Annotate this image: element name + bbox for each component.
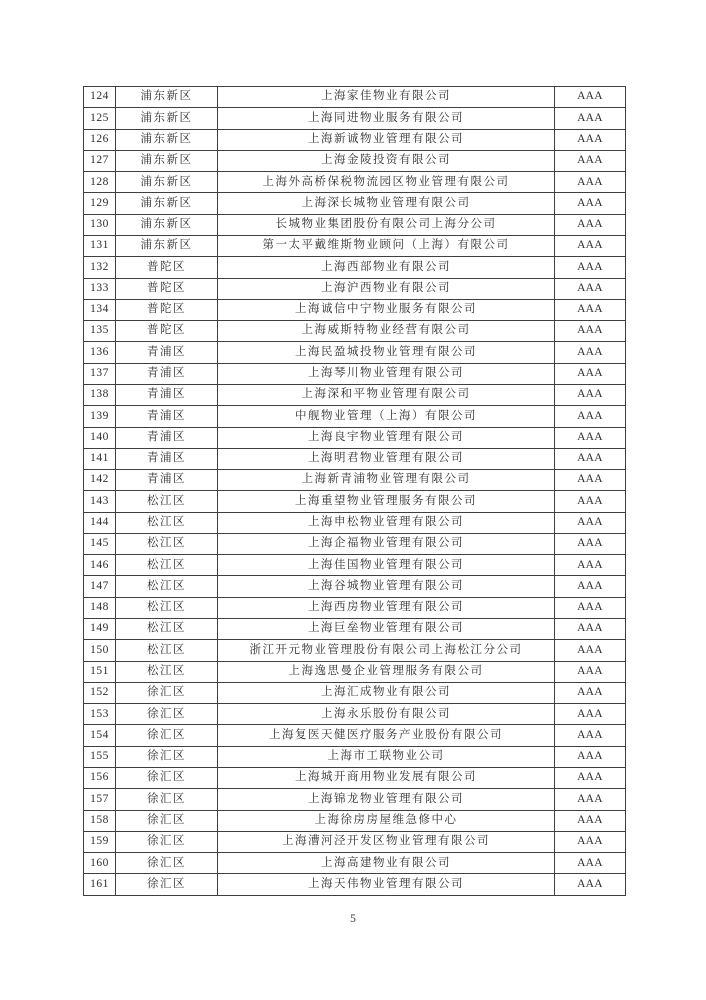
table-row	[84, 129, 626, 150]
rating-cell: AAA	[555, 470, 626, 491]
table-row	[84, 257, 626, 278]
row-index-cell: 129	[84, 193, 116, 214]
company-name-cell: 上海琴川物业管理有限公司	[218, 363, 555, 384]
table-row	[84, 321, 626, 342]
rating-cell: AAA	[555, 874, 626, 895]
district-cell: 浦东新区	[116, 87, 218, 108]
row-index-cell: 154	[84, 725, 116, 746]
row-index-cell: 157	[84, 789, 116, 810]
row-index-cell: 153	[84, 704, 116, 725]
company-name-cell: 上海佳国物业管理有限公司	[218, 555, 555, 576]
district-cell: 徐汇区	[116, 768, 218, 789]
row-index-cell: 141	[84, 448, 116, 469]
district-cell: 浦东新区	[116, 193, 218, 214]
district-cell: 普陀区	[116, 321, 218, 342]
table-row	[84, 789, 626, 810]
row-index-cell: 133	[84, 278, 116, 299]
row-index-cell: 145	[84, 533, 116, 554]
row-index-cell: 158	[84, 810, 116, 831]
table-row	[84, 172, 626, 193]
district-cell: 青浦区	[116, 470, 218, 491]
company-name-cell: 上海企福物业管理有限公司	[218, 533, 555, 554]
company-name-cell: 上海漕河泾开发区物业管理有限公司	[218, 831, 555, 852]
company-name-cell: 上海深长城物业管理有限公司	[218, 193, 555, 214]
table-row	[84, 555, 626, 576]
row-index-cell: 159	[84, 831, 116, 852]
table-row	[84, 150, 626, 171]
row-index-cell: 151	[84, 661, 116, 682]
company-name-cell: 上海逸思曼企业管理服务有限公司	[218, 661, 555, 682]
district-cell: 松江区	[116, 661, 218, 682]
district-cell: 松江区	[116, 555, 218, 576]
district-cell: 松江区	[116, 491, 218, 512]
row-index-cell: 134	[84, 299, 116, 320]
rating-cell: AAA	[555, 597, 626, 618]
rating-cell: AAA	[555, 321, 626, 342]
rating-cell: AAA	[555, 810, 626, 831]
rating-cell: AAA	[555, 172, 626, 193]
company-name-cell: 上海新青浦物业管理有限公司	[218, 470, 555, 491]
table-row	[84, 448, 626, 469]
row-index-cell: 160	[84, 853, 116, 874]
row-index-cell: 155	[84, 746, 116, 767]
table-row	[84, 278, 626, 299]
district-cell: 松江区	[116, 597, 218, 618]
table-row	[84, 853, 626, 874]
district-cell: 浦东新区	[116, 150, 218, 171]
table-row	[84, 597, 626, 618]
table-row	[84, 427, 626, 448]
district-cell: 浦东新区	[116, 108, 218, 129]
table-row	[84, 682, 626, 703]
table-row	[84, 406, 626, 427]
rating-cell: AAA	[555, 342, 626, 363]
company-name-cell: 中舰物业管理（上海）有限公司	[218, 406, 555, 427]
district-cell: 浦东新区	[116, 235, 218, 256]
rating-cell: AAA	[555, 448, 626, 469]
district-cell: 徐汇区	[116, 746, 218, 767]
row-index-cell: 149	[84, 619, 116, 640]
company-name-cell: 上海申松物业管理有限公司	[218, 512, 555, 533]
company-name-cell: 上海明君物业管理有限公司	[218, 448, 555, 469]
rating-cell: AAA	[555, 640, 626, 661]
company-name-cell: 上海诚信中宁物业服务有限公司	[218, 299, 555, 320]
page-number: 5	[350, 913, 356, 925]
table-row	[84, 108, 626, 129]
table-body	[84, 87, 626, 896]
row-index-cell: 125	[84, 108, 116, 129]
row-index-cell: 132	[84, 257, 116, 278]
company-rating-table	[83, 86, 626, 896]
district-cell: 浦东新区	[116, 172, 218, 193]
company-name-cell: 上海谷城物业管理有限公司	[218, 576, 555, 597]
district-cell: 青浦区	[116, 448, 218, 469]
company-name-cell: 上海家佳物业有限公司	[218, 87, 555, 108]
district-cell: 青浦区	[116, 342, 218, 363]
company-name-cell: 上海良宇物业管理有限公司	[218, 427, 555, 448]
rating-cell: AAA	[555, 129, 626, 150]
district-cell: 浦东新区	[116, 214, 218, 235]
district-cell: 松江区	[116, 619, 218, 640]
company-name-cell: 上海锦龙物业管理有限公司	[218, 789, 555, 810]
company-name-cell: 上海城开商用物业发展有限公司	[218, 768, 555, 789]
district-cell: 徐汇区	[116, 789, 218, 810]
table-row	[84, 576, 626, 597]
row-index-cell: 136	[84, 342, 116, 363]
row-index-cell: 150	[84, 640, 116, 661]
rating-cell: AAA	[555, 704, 626, 725]
table-row	[84, 363, 626, 384]
row-index-cell: 146	[84, 555, 116, 576]
rating-cell: AAA	[555, 831, 626, 852]
district-cell: 徐汇区	[116, 874, 218, 895]
row-index-cell: 142	[84, 470, 116, 491]
row-index-cell: 156	[84, 768, 116, 789]
company-name-cell: 上海天伟物业管理有限公司	[218, 874, 555, 895]
company-name-cell: 上海复医天健医疗服务产业股份有限公司	[218, 725, 555, 746]
district-cell: 普陀区	[116, 299, 218, 320]
row-index-cell: 127	[84, 150, 116, 171]
row-index-cell: 135	[84, 321, 116, 342]
table-row	[84, 768, 626, 789]
company-name-cell: 上海汇成物业有限公司	[218, 682, 555, 703]
rating-cell: AAA	[555, 725, 626, 746]
company-name-cell: 上海徐房房屋维急修中心	[218, 810, 555, 831]
table-row	[84, 342, 626, 363]
rating-cell: AAA	[555, 661, 626, 682]
company-name-cell: 上海同进物业服务有限公司	[218, 108, 555, 129]
rating-cell: AAA	[555, 746, 626, 767]
company-name-cell: 上海沪西物业有限公司	[218, 278, 555, 299]
table-row	[84, 640, 626, 661]
district-cell: 徐汇区	[116, 725, 218, 746]
table-row	[84, 746, 626, 767]
company-name-cell: 上海重望物业管理服务有限公司	[218, 491, 555, 512]
district-cell: 浦东新区	[116, 129, 218, 150]
district-cell: 青浦区	[116, 384, 218, 405]
rating-cell: AAA	[555, 278, 626, 299]
district-cell: 青浦区	[116, 427, 218, 448]
company-name-cell: 上海深和平物业管理有限公司	[218, 384, 555, 405]
row-index-cell: 126	[84, 129, 116, 150]
rating-cell: AAA	[555, 533, 626, 554]
rating-cell: AAA	[555, 555, 626, 576]
rating-cell: AAA	[555, 619, 626, 640]
rating-cell: AAA	[555, 257, 626, 278]
rating-cell: AAA	[555, 214, 626, 235]
district-cell: 徐汇区	[116, 704, 218, 725]
rating-cell: AAA	[555, 576, 626, 597]
rating-cell: AAA	[555, 427, 626, 448]
district-cell: 普陀区	[116, 278, 218, 299]
table-row	[84, 810, 626, 831]
company-name-cell: 上海永乐股份有限公司	[218, 704, 555, 725]
table-row	[84, 491, 626, 512]
table-row	[84, 619, 626, 640]
row-index-cell: 140	[84, 427, 116, 448]
company-name-cell: 第一太平戴维斯物业顾问（上海）有限公司	[218, 235, 555, 256]
table-row	[84, 299, 626, 320]
rating-cell: AAA	[555, 235, 626, 256]
district-cell: 松江区	[116, 576, 218, 597]
row-index-cell: 137	[84, 363, 116, 384]
rating-cell: AAA	[555, 363, 626, 384]
rating-cell: AAA	[555, 789, 626, 810]
table-row	[84, 384, 626, 405]
table-row	[84, 470, 626, 491]
company-name-cell: 上海金陵投资有限公司	[218, 150, 555, 171]
table-row	[84, 874, 626, 895]
district-cell: 普陀区	[116, 257, 218, 278]
company-name-cell: 上海外高桥保税物流园区物业管理有限公司	[218, 172, 555, 193]
table-row	[84, 214, 626, 235]
district-cell: 徐汇区	[116, 853, 218, 874]
rating-cell: AAA	[555, 299, 626, 320]
row-index-cell: 143	[84, 491, 116, 512]
row-index-cell: 128	[84, 172, 116, 193]
row-index-cell: 161	[84, 874, 116, 895]
table-row	[84, 704, 626, 725]
row-index-cell: 124	[84, 87, 116, 108]
district-cell: 松江区	[116, 512, 218, 533]
table-row	[84, 533, 626, 554]
company-name-cell: 浙江开元物业管理股份有限公司上海松江分公司	[218, 640, 555, 661]
row-index-cell: 147	[84, 576, 116, 597]
district-cell: 徐汇区	[116, 682, 218, 703]
row-index-cell: 144	[84, 512, 116, 533]
rating-cell: AAA	[555, 491, 626, 512]
company-name-cell: 上海威斯特物业经营有限公司	[218, 321, 555, 342]
rating-cell: AAA	[555, 150, 626, 171]
rating-cell: AAA	[555, 108, 626, 129]
row-index-cell: 148	[84, 597, 116, 618]
district-cell: 松江区	[116, 533, 218, 554]
company-name-cell: 上海民盈城投物业管理有限公司	[218, 342, 555, 363]
table-row	[84, 725, 626, 746]
table-row	[84, 512, 626, 533]
district-cell: 徐汇区	[116, 831, 218, 852]
district-cell: 徐汇区	[116, 810, 218, 831]
row-index-cell: 131	[84, 235, 116, 256]
rating-cell: AAA	[555, 512, 626, 533]
row-index-cell: 138	[84, 384, 116, 405]
table-row	[84, 87, 626, 108]
table-row	[84, 235, 626, 256]
company-name-cell: 上海新诚物业管理有限公司	[218, 129, 555, 150]
district-cell: 青浦区	[116, 406, 218, 427]
rating-cell: AAA	[555, 193, 626, 214]
row-index-cell: 152	[84, 682, 116, 703]
rating-cell: AAA	[555, 87, 626, 108]
rating-cell: AAA	[555, 768, 626, 789]
rating-cell: AAA	[555, 682, 626, 703]
rating-cell: AAA	[555, 853, 626, 874]
rating-cell: AAA	[555, 384, 626, 405]
company-name-cell: 上海巨垒物业管理有限公司	[218, 619, 555, 640]
company-name-cell: 上海西房物业管理有限公司	[218, 597, 555, 618]
district-cell: 松江区	[116, 640, 218, 661]
table-row	[84, 661, 626, 682]
row-index-cell: 139	[84, 406, 116, 427]
company-name-cell: 长城物业集团股份有限公司上海分公司	[218, 214, 555, 235]
company-name-cell: 上海高建物业有限公司	[218, 853, 555, 874]
company-name-cell: 上海西部物业有限公司	[218, 257, 555, 278]
table-row	[84, 831, 626, 852]
company-name-cell: 上海市工联物业公司	[218, 746, 555, 767]
table-row	[84, 193, 626, 214]
row-index-cell: 130	[84, 214, 116, 235]
rating-cell: AAA	[555, 406, 626, 427]
district-cell: 青浦区	[116, 363, 218, 384]
